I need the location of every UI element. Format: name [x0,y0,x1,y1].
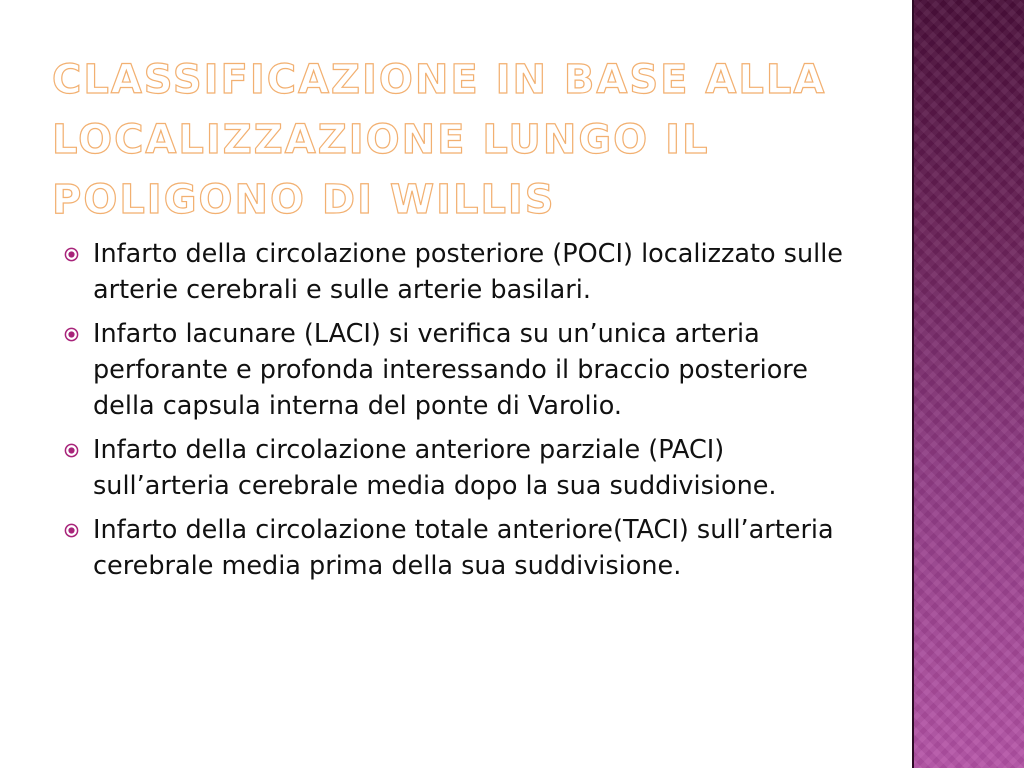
bullet-list [64,236,854,592]
target-bullet-icon [64,443,79,458]
list-item [64,512,854,584]
list-item [64,236,854,308]
bullet-text: Infarto della circolazione posteriore (POCI) localizzato sulle arterie cerebrali e sulle arterie basilari. [93,239,843,305]
target-bullet-icon [64,523,79,538]
target-bullet-icon [64,327,79,342]
target-bullet-icon [64,247,79,262]
bullet-text: Infarto della circolazione totale anteriore(TACI) sull’arteria cerebrale media prima della sua suddivisione. [93,515,834,581]
list-item [64,316,854,424]
list-item [64,432,854,504]
slide-title: CLASSIFICAZIONE IN BASE ALLA LOCALIZZAZIONE LUNGO IL POLIGONO DI WILLIS [52,57,827,223]
decorative-side-band [912,0,1024,768]
bullet-text: Infarto lacunare (LACI) si verifica su un’unica arteria perforante e profonda interessando il braccio posteriore della capsula interna del ponte di Varolio. [93,319,808,421]
bullet-text: Infarto della circolazione anteriore parziale (PACI) sull’arteria cerebrale media dopo la sua suddivisione. [93,435,777,501]
